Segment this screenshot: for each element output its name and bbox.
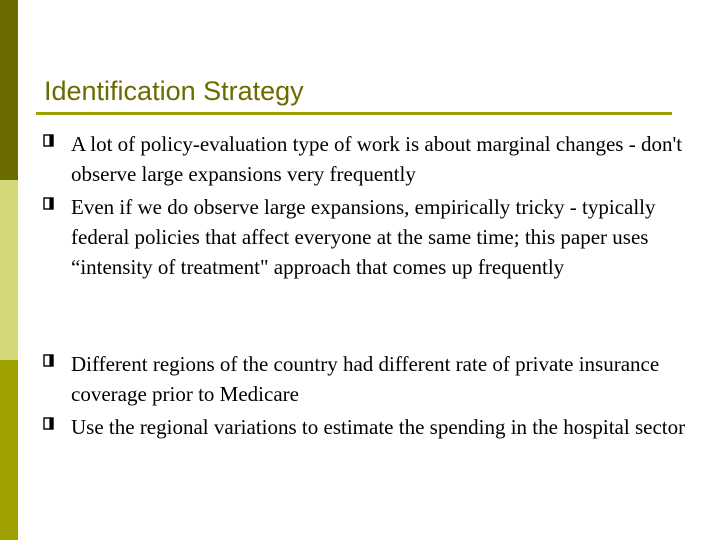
slide-title: Identification Strategy — [44, 76, 304, 106]
title-underline — [36, 112, 672, 115]
hollow-square-bullet-icon — [43, 197, 54, 210]
hollow-square-bullet-icon — [43, 134, 54, 147]
hollow-square-bullet-icon — [43, 354, 54, 367]
sidebar-band-top — [0, 0, 18, 180]
sidebar-band-bottom — [0, 360, 18, 540]
bullet-text: A lot of policy-evaluation type of work is about marginal changes - don't observe large expansions very frequently — [71, 132, 683, 186]
hollow-square-bullet-icon — [43, 417, 54, 430]
bullet-text: Different regions of the country had different rate of private insurance coverage prior to Medicare — [71, 352, 660, 406]
bullet-text: Even if we do observe large expansions, empirically tricky - typically federal policies that affect everyone at the same time; this paper uses “intensity of treatment" approach that comes up frequently — [71, 195, 656, 279]
bullet-text: Use the regional variations to estimate the spending in the hospital sector — [71, 415, 686, 439]
sidebar-band-middle — [0, 180, 18, 360]
